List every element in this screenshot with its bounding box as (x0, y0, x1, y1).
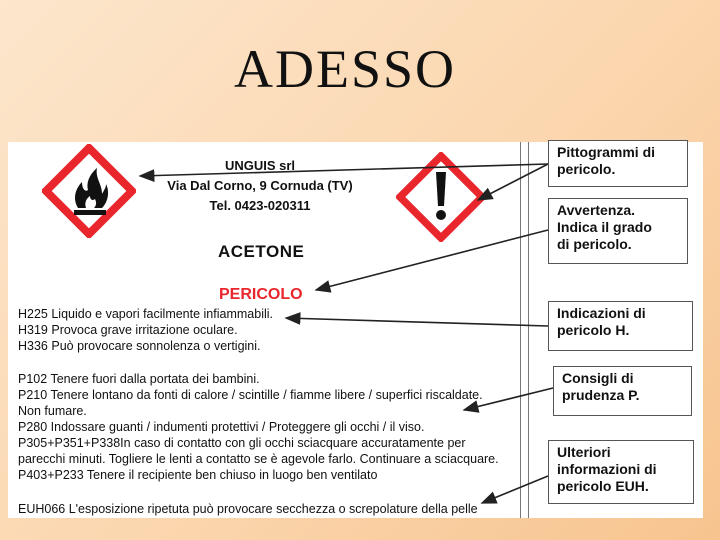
hazard-statement: H319 Provoca grave irritazione oculare. (18, 323, 238, 337)
callout-signal-word: Avvertenza. Indica il grado di pericolo. (548, 198, 688, 264)
precautionary-statement: P210 Tenere lontano da fonti di calore / scintille / fiamme libere / superfici riscaldate. (18, 388, 483, 402)
signal-word: PERICOLO (219, 286, 303, 303)
callout-hazard-h: Indicazioni di pericolo H. (548, 301, 693, 351)
slide-title: ADESSO (233, 39, 457, 99)
company-name: UNGUIS srl (224, 158, 296, 173)
company-address: Via Dal Corno, 9 Cornuda (TV) (167, 178, 353, 193)
precautionary-statement: P305+P351+P338In caso di contatto con gli occhi sciacquare accuratamente per (18, 436, 466, 450)
product-name: ACETONE (218, 242, 305, 261)
precautionary-statement: P102 Tenere fuori dalla portata dei bambini. (18, 372, 260, 386)
callout-pictograms: Pittogrammi di pericolo. (548, 140, 688, 187)
precautionary-statement: P280 Indossare guanti / indumenti protettivi / Proteggere gli occhi / il viso. (18, 420, 425, 434)
arrow-to-euh-statement (482, 476, 548, 503)
precautionary-statement: Non fumare. (18, 404, 87, 418)
euh-statement: EUH066 L'esposizione ripetuta può provocare secchezza o screpolature della pelle (18, 502, 478, 516)
hazard-statement: H336 Può provocare sonnolenza o vertigini. (18, 339, 261, 353)
arrow-to-hazard-statements (286, 318, 548, 326)
precautionary-statement: P403+P233 Tenere il recipiente ben chiuso in luogo ben ventilato (18, 468, 378, 482)
arrow-to-precautionary-statements (464, 388, 553, 410)
arrow-to-flame-pictogram (140, 164, 548, 176)
company-phone: Tel. 0423-020311 (209, 198, 311, 213)
callout-precautionary-p: Consigli di prudenza P. (553, 366, 692, 416)
hazard-statement: H225 Liquido e vapori facilmente infiammabili. (18, 307, 273, 321)
callout-euh: Ulteriori informazioni di pericolo EUH. (548, 440, 694, 504)
arrow-to-exclamation-pictogram (478, 164, 548, 200)
arrow-to-signal-word (316, 230, 548, 290)
precautionary-statement: parecchi minuti. Togliere le lenti a contatto se è agevole farlo. Continuare a sciacquare. (18, 452, 499, 466)
